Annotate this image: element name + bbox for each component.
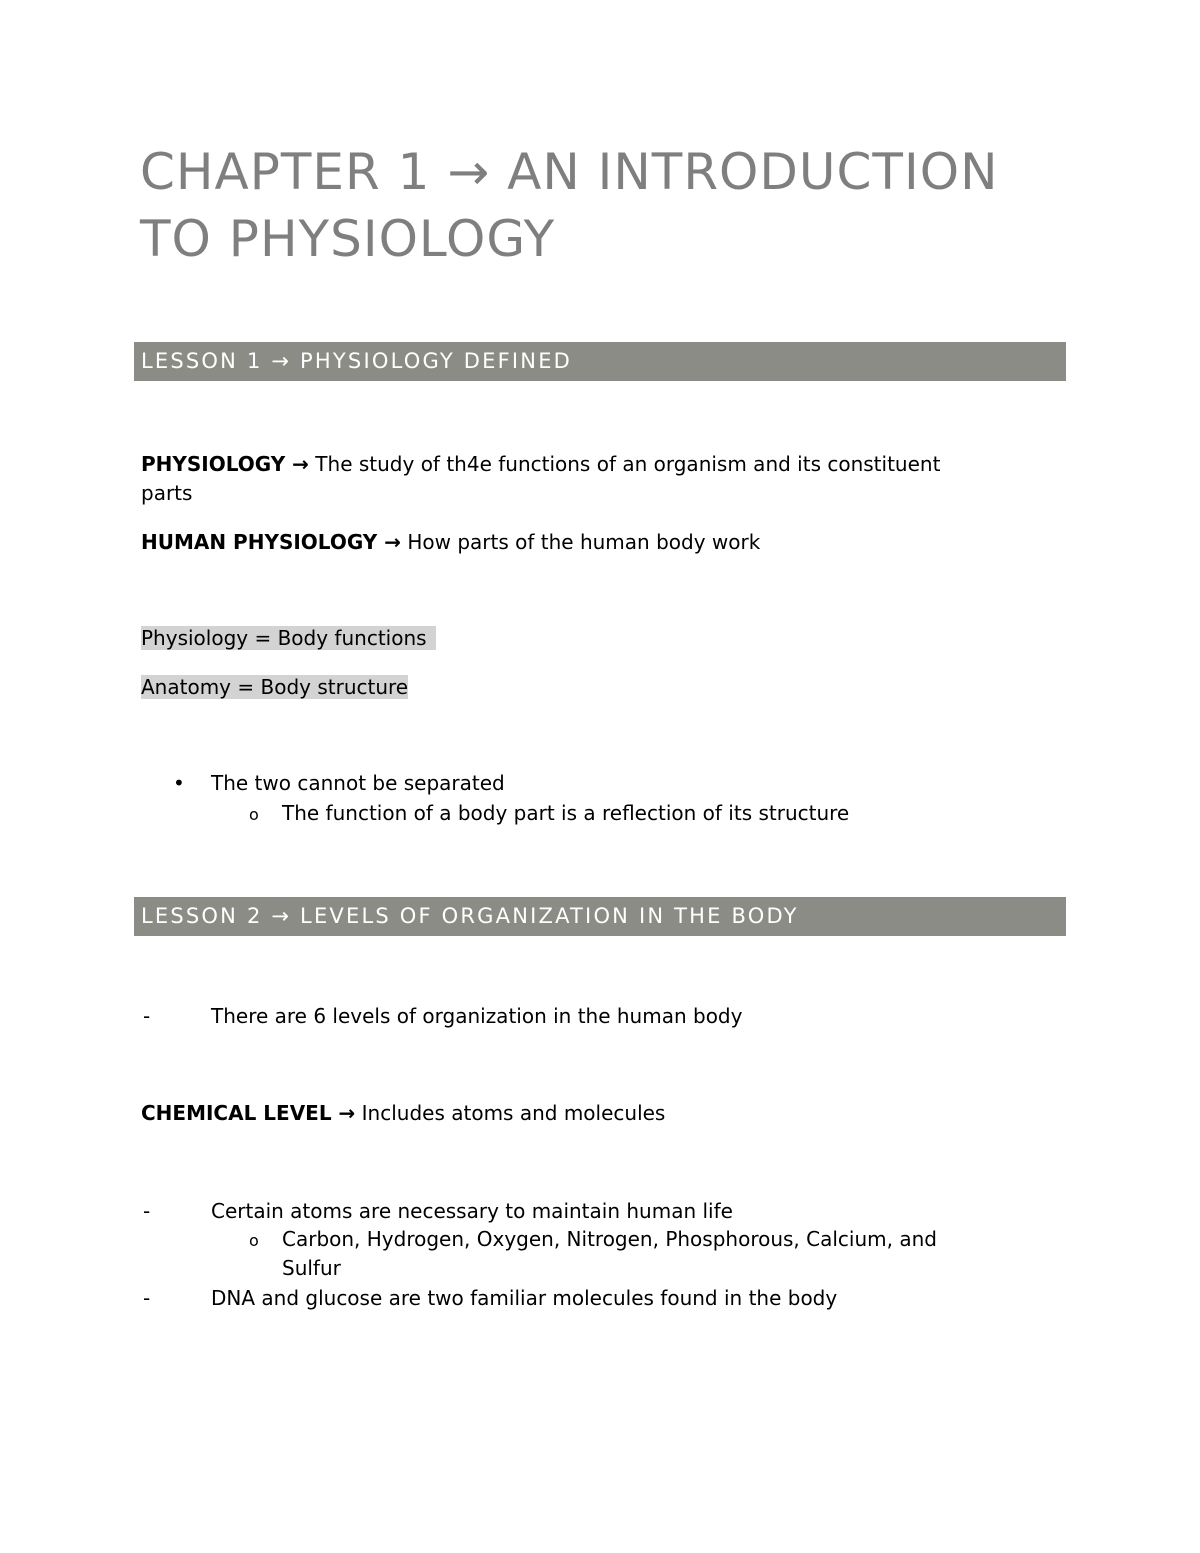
physiology-definition bbox=[141, 450, 940, 478]
lesson1-heading: LESSON 1 → PHYSIOLOGY DEFINED bbox=[141, 349, 573, 373]
lesson2-heading: LESSON 2 → LEVELS OF ORGANIZATION IN THE BODY bbox=[141, 904, 799, 928]
sub-bullet-marker: o bbox=[249, 805, 259, 824]
highlight-anatomy-line bbox=[141, 673, 408, 701]
bullet-item: The two cannot be separated bbox=[211, 771, 505, 795]
chemical-level-definition bbox=[141, 1099, 665, 1127]
dash-marker: - bbox=[143, 1199, 151, 1223]
human-physiology-text: How parts of the human body work bbox=[401, 530, 761, 554]
sub-bullet-marker: o bbox=[249, 1231, 259, 1250]
dash-item: There are 6 levels of organization in the human body bbox=[211, 1004, 743, 1028]
highlight-physiology: Physiology = Body functions bbox=[141, 626, 436, 650]
lesson1-header-bar bbox=[134, 342, 1066, 381]
chapter-title-line1: CHAPTER 1 → AN INTRODUCTION bbox=[140, 143, 999, 201]
sub-bullet-item: The function of a body part is a reflection of its structure bbox=[282, 801, 850, 825]
dash-marker: - bbox=[143, 1286, 151, 1310]
human-physiology-definition bbox=[141, 528, 760, 556]
lesson2-header-bar bbox=[134, 897, 1066, 936]
physiology-definition-cont: parts bbox=[141, 481, 193, 505]
highlight-physiology-line bbox=[141, 624, 436, 652]
highlight-anatomy: Anatomy = Body structure bbox=[141, 675, 409, 699]
dash-item: DNA and glucose are two familiar molecules found in the body bbox=[211, 1286, 838, 1310]
dash-marker: - bbox=[143, 1004, 151, 1028]
sub-bullet-item: Carbon, Hydrogen, Oxygen, Nitrogen, Phosphorous, Calcium, and bbox=[282, 1227, 937, 1251]
bullet-marker: • bbox=[173, 771, 185, 795]
physiology-text: The study of th4e functions of an organism and its constituent bbox=[308, 452, 941, 476]
human-physiology-term: HUMAN PHYSIOLOGY → bbox=[141, 530, 401, 554]
sub-bullet-item-cont: Sulfur bbox=[282, 1256, 341, 1280]
dash-item: Certain atoms are necessary to maintain human life bbox=[211, 1199, 733, 1223]
chapter-title-line2: TO PHYSIOLOGY bbox=[140, 210, 556, 268]
physiology-term: PHYSIOLOGY → bbox=[141, 452, 309, 476]
chemical-level-term: CHEMICAL LEVEL → bbox=[141, 1101, 356, 1125]
chemical-level-text: Includes atoms and molecules bbox=[355, 1101, 666, 1125]
